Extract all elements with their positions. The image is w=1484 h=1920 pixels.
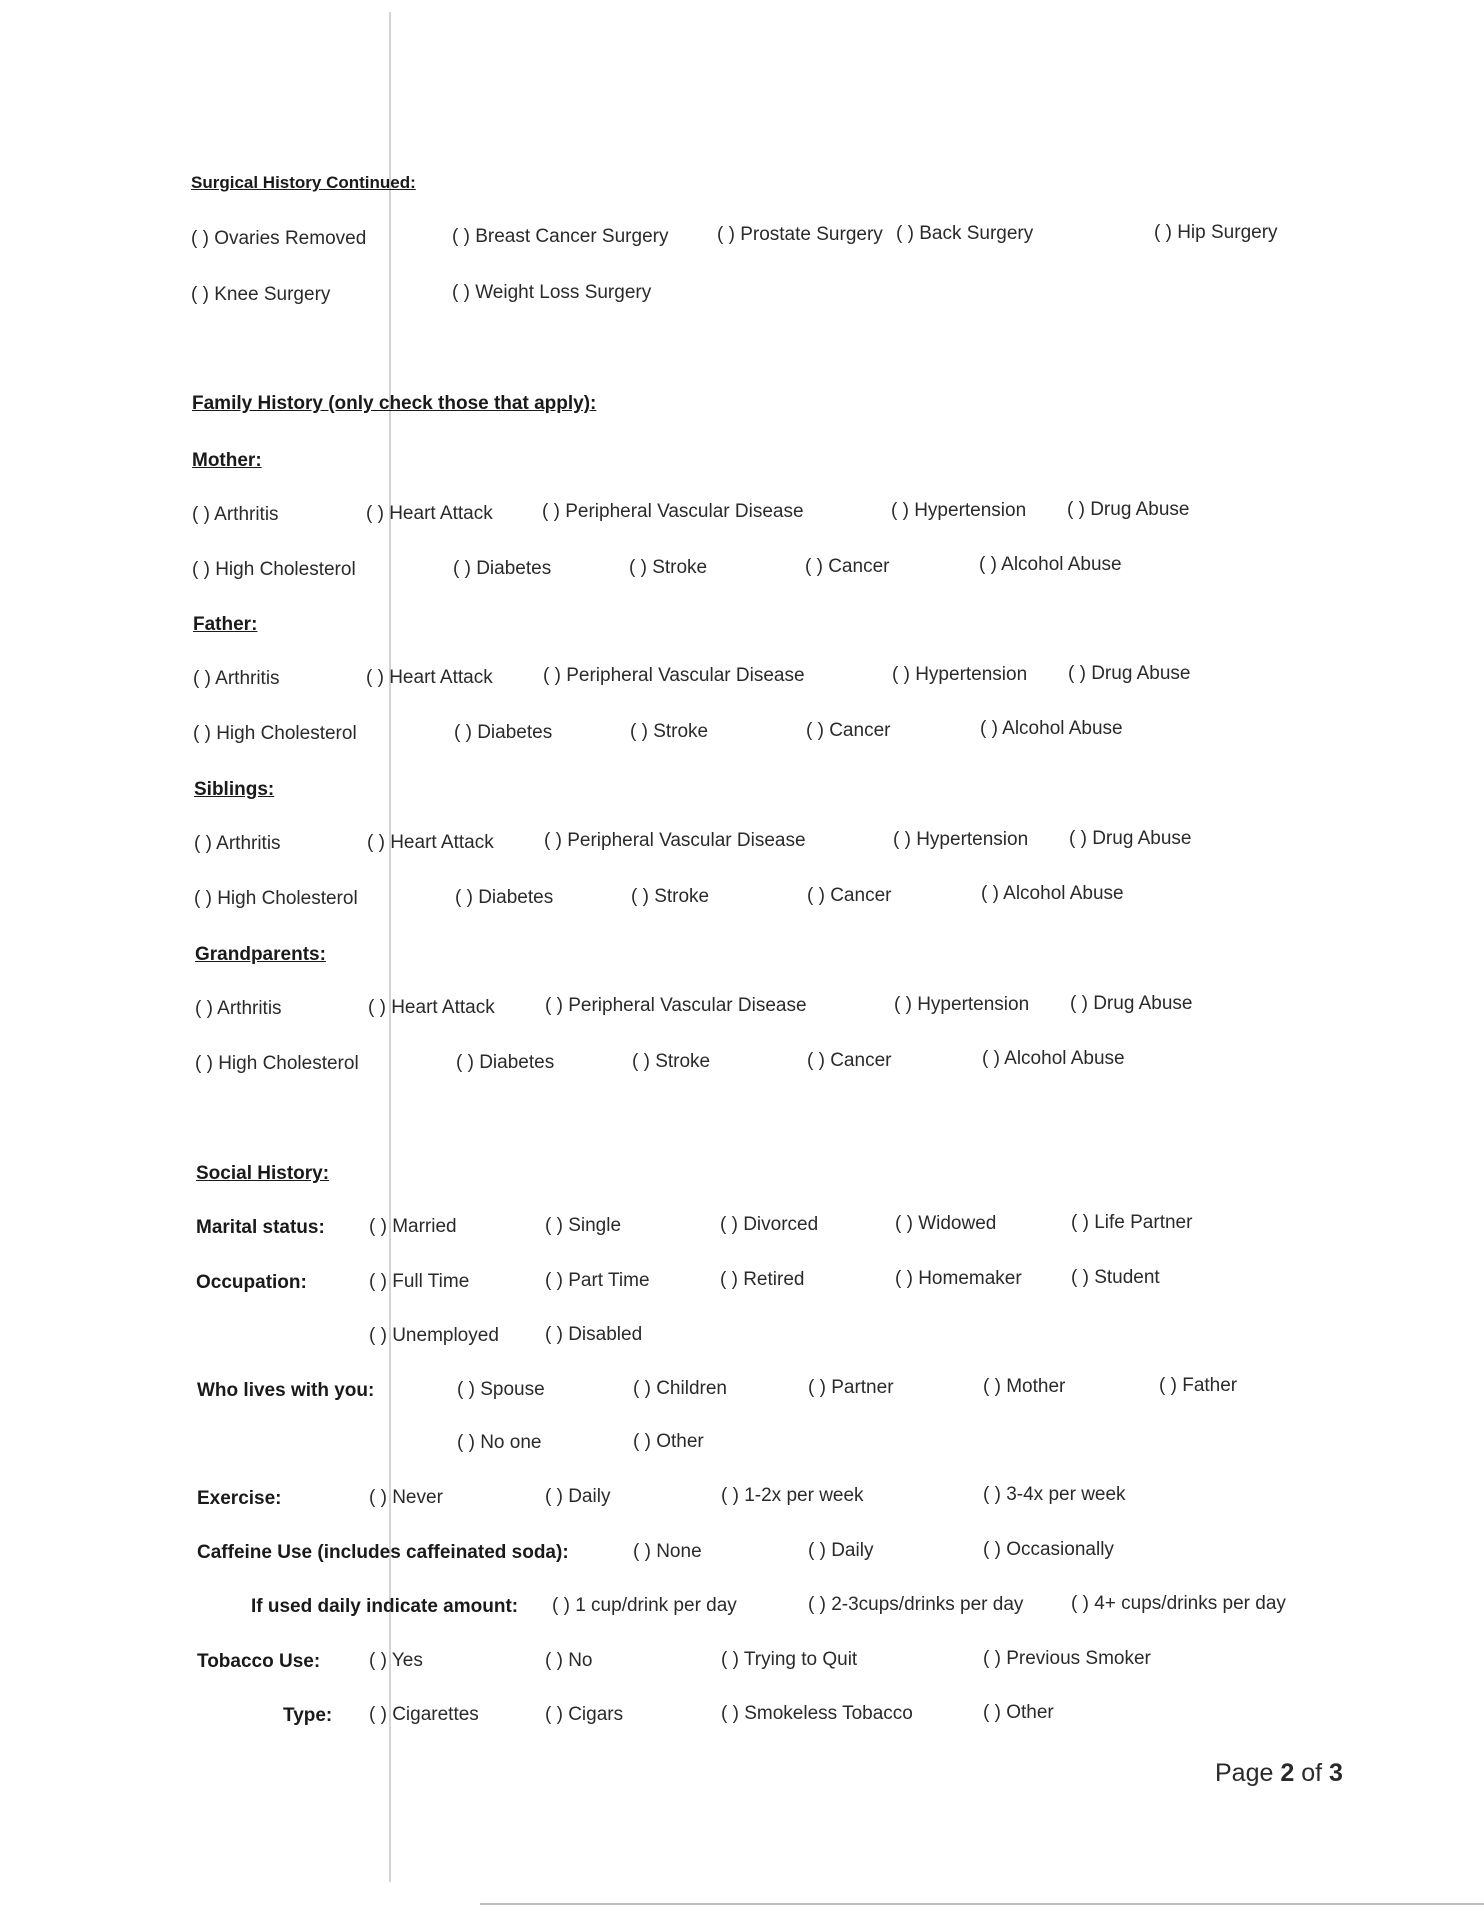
caffeine-4plus-cups-per-day[interactable]: ( ) 4+ cups/drinks per day [1071,1593,1286,1614]
page-prefix: Page [1215,1759,1274,1787]
mother-heart-attack[interactable]: ( ) Heart Attack [366,503,493,524]
siblings-arthritis[interactable]: ( ) Arthritis [194,833,281,854]
exercise-1-2x-per-week[interactable]: ( ) 1-2x per week [721,1485,864,1506]
grandparents-peripheral-vascular-disease[interactable]: ( ) Peripheral Vascular Disease [545,995,807,1016]
occupation-retired[interactable]: ( ) Retired [720,1269,805,1290]
lives-with-father[interactable]: ( ) Father [1159,1375,1238,1396]
mother-stroke[interactable]: ( ) Stroke [629,557,708,578]
tobacco-no[interactable]: ( ) No [545,1650,593,1671]
father-diabetes[interactable]: ( ) Diabetes [454,722,553,743]
exercise-3-4x-per-week[interactable]: ( ) 3-4x per week [983,1484,1126,1505]
surgical-option-knee-surgery[interactable]: ( ) Knee Surgery [191,284,331,305]
grandparents-alcohol-abuse[interactable]: ( ) Alcohol Abuse [982,1048,1125,1069]
siblings-cancer[interactable]: ( ) Cancer [807,885,892,906]
occupation-student[interactable]: ( ) Student [1071,1267,1160,1288]
exercise-never[interactable]: ( ) Never [369,1487,443,1508]
grandparents-high-cholesterol[interactable]: ( ) High Cholesterol [195,1053,359,1074]
tobacco-type-cigars[interactable]: ( ) Cigars [545,1704,624,1725]
tobacco-type-other[interactable]: ( ) Other [983,1702,1054,1723]
mother-arthritis[interactable]: ( ) Arthritis [192,504,279,525]
siblings-alcohol-abuse[interactable]: ( ) Alcohol Abuse [981,883,1124,904]
lives-with-spouse[interactable]: ( ) Spouse [457,1379,545,1400]
grandparents-hypertension[interactable]: ( ) Hypertension [894,994,1030,1015]
surgical-option-prostate-surgery[interactable]: ( ) Prostate Surgery [717,224,883,245]
siblings-high-cholesterol[interactable]: ( ) High Cholesterol [194,888,358,909]
mother-cancer[interactable]: ( ) Cancer [805,556,890,577]
grandparents-cancer[interactable]: ( ) Cancer [807,1050,892,1071]
occupation-label: Occupation: [196,1272,307,1293]
marital-married[interactable]: ( ) Married [369,1216,457,1237]
marital-single[interactable]: ( ) Single [545,1215,622,1236]
tobacco-type-cigarettes[interactable]: ( ) Cigarettes [369,1704,479,1725]
siblings-diabetes[interactable]: ( ) Diabetes [455,887,554,908]
page-current: 2 [1280,1759,1295,1787]
tobacco-previous-smoker[interactable]: ( ) Previous Smoker [983,1648,1151,1669]
occupation-homemaker[interactable]: ( ) Homemaker [895,1268,1022,1289]
surgical-history-heading: Surgical History Continued: [191,173,416,192]
family-group-label-grandparents: Grandparents: [195,944,326,965]
lives-with-mother[interactable]: ( ) Mother [983,1376,1066,1397]
tobacco-trying-to-quit[interactable]: ( ) Trying to Quit [721,1649,858,1670]
marital-life-partner[interactable]: ( ) Life Partner [1071,1212,1193,1233]
caffeine-1-cup-per-day[interactable]: ( ) 1 cup/drink per day [552,1595,737,1616]
page-number [1215,1759,1343,1788]
grandparents-heart-attack[interactable]: ( ) Heart Attack [368,997,495,1018]
scan-artifact-bottom-edge [480,1903,1484,1905]
mother-drug-abuse[interactable]: ( ) Drug Abuse [1067,499,1190,520]
father-drug-abuse[interactable]: ( ) Drug Abuse [1068,663,1191,684]
family-group-label-father: Father: [193,614,258,635]
father-peripheral-vascular-disease[interactable]: ( ) Peripheral Vascular Disease [543,665,805,686]
lives-with-children[interactable]: ( ) Children [633,1378,727,1399]
occupation-part-time[interactable]: ( ) Part Time [545,1270,650,1291]
social-history-heading: Social History: [196,1163,330,1184]
father-stroke[interactable]: ( ) Stroke [630,721,709,742]
father-alcohol-abuse[interactable]: ( ) Alcohol Abuse [980,718,1123,739]
lives-with-partner[interactable]: ( ) Partner [808,1377,894,1398]
lives-with-no-one[interactable]: ( ) No one [457,1432,542,1453]
occupation-disabled[interactable]: ( ) Disabled [545,1324,643,1345]
lives-with-other[interactable]: ( ) Other [633,1431,704,1452]
surgical-option-hip-surgery[interactable]: ( ) Hip Surgery [1154,222,1278,243]
siblings-peripheral-vascular-disease[interactable]: ( ) Peripheral Vascular Disease [544,830,806,851]
mother-diabetes[interactable]: ( ) Diabetes [453,558,552,579]
surgical-option-ovaries-removed[interactable]: ( ) Ovaries Removed [191,228,367,249]
caffeine-2-3-cups-per-day[interactable]: ( ) 2-3cups/drinks per day [808,1594,1024,1615]
marital-widowed[interactable]: ( ) Widowed [895,1213,997,1234]
surgical-option-weight-loss-surgery[interactable]: ( ) Weight Loss Surgery [452,282,652,303]
siblings-stroke[interactable]: ( ) Stroke [631,886,710,907]
caffeine-daily[interactable]: ( ) Daily [808,1540,874,1561]
father-high-cholesterol[interactable]: ( ) High Cholesterol [193,723,357,744]
father-heart-attack[interactable]: ( ) Heart Attack [366,667,493,688]
caffeine-occasionally[interactable]: ( ) Occasionally [983,1539,1114,1560]
surgical-option-breast-cancer-surgery[interactable]: ( ) Breast Cancer Surgery [452,226,669,247]
mother-hypertension[interactable]: ( ) Hypertension [891,500,1027,521]
occupation-full-time[interactable]: ( ) Full Time [369,1271,470,1292]
family-history-heading: Family History (only check those that apply): [192,393,597,414]
tobacco-type-label: Type: [283,1705,333,1726]
siblings-hypertension[interactable]: ( ) Hypertension [893,829,1029,850]
grandparents-drug-abuse[interactable]: ( ) Drug Abuse [1070,993,1193,1014]
caffeine-none[interactable]: ( ) None [633,1541,702,1562]
mother-alcohol-abuse[interactable]: ( ) Alcohol Abuse [979,554,1122,575]
marital-status-label: Marital status: [196,1217,325,1238]
mother-high-cholesterol[interactable]: ( ) High Cholesterol [192,559,356,580]
marital-divorced[interactable]: ( ) Divorced [720,1214,819,1235]
grandparents-arthritis[interactable]: ( ) Arthritis [195,998,282,1019]
occupation-unemployed[interactable]: ( ) Unemployed [369,1325,499,1346]
exercise-label: Exercise: [197,1488,282,1509]
father-cancer[interactable]: ( ) Cancer [806,720,891,741]
siblings-drug-abuse[interactable]: ( ) Drug Abuse [1069,828,1192,849]
siblings-heart-attack[interactable]: ( ) Heart Attack [367,832,494,853]
family-group-label-mother: Mother: [192,450,262,471]
father-hypertension[interactable]: ( ) Hypertension [892,664,1028,685]
grandparents-stroke[interactable]: ( ) Stroke [632,1051,711,1072]
tobacco-type-smokeless-tobacco[interactable]: ( ) Smokeless Tobacco [721,1703,913,1724]
page-total: 3 [1329,1759,1343,1787]
tobacco-use-label: Tobacco Use: [197,1651,321,1672]
grandparents-diabetes[interactable]: ( ) Diabetes [456,1052,555,1073]
tobacco-yes[interactable]: ( ) Yes [369,1650,423,1671]
family-group-label-siblings: Siblings: [194,779,275,800]
exercise-daily[interactable]: ( ) Daily [545,1486,611,1507]
surgical-option-back-surgery[interactable]: ( ) Back Surgery [896,223,1034,244]
caffeine-amount-label: If used daily indicate amount: [251,1596,519,1617]
lives-with-label: Who lives with you: [197,1380,375,1401]
father-arthritis[interactable]: ( ) Arthritis [193,668,280,689]
page-of: of [1301,1759,1323,1787]
mother-peripheral-vascular-disease[interactable]: ( ) Peripheral Vascular Disease [542,501,804,522]
caffeine-use-label: Caffeine Use (includes caffeinated soda): [197,1542,569,1563]
